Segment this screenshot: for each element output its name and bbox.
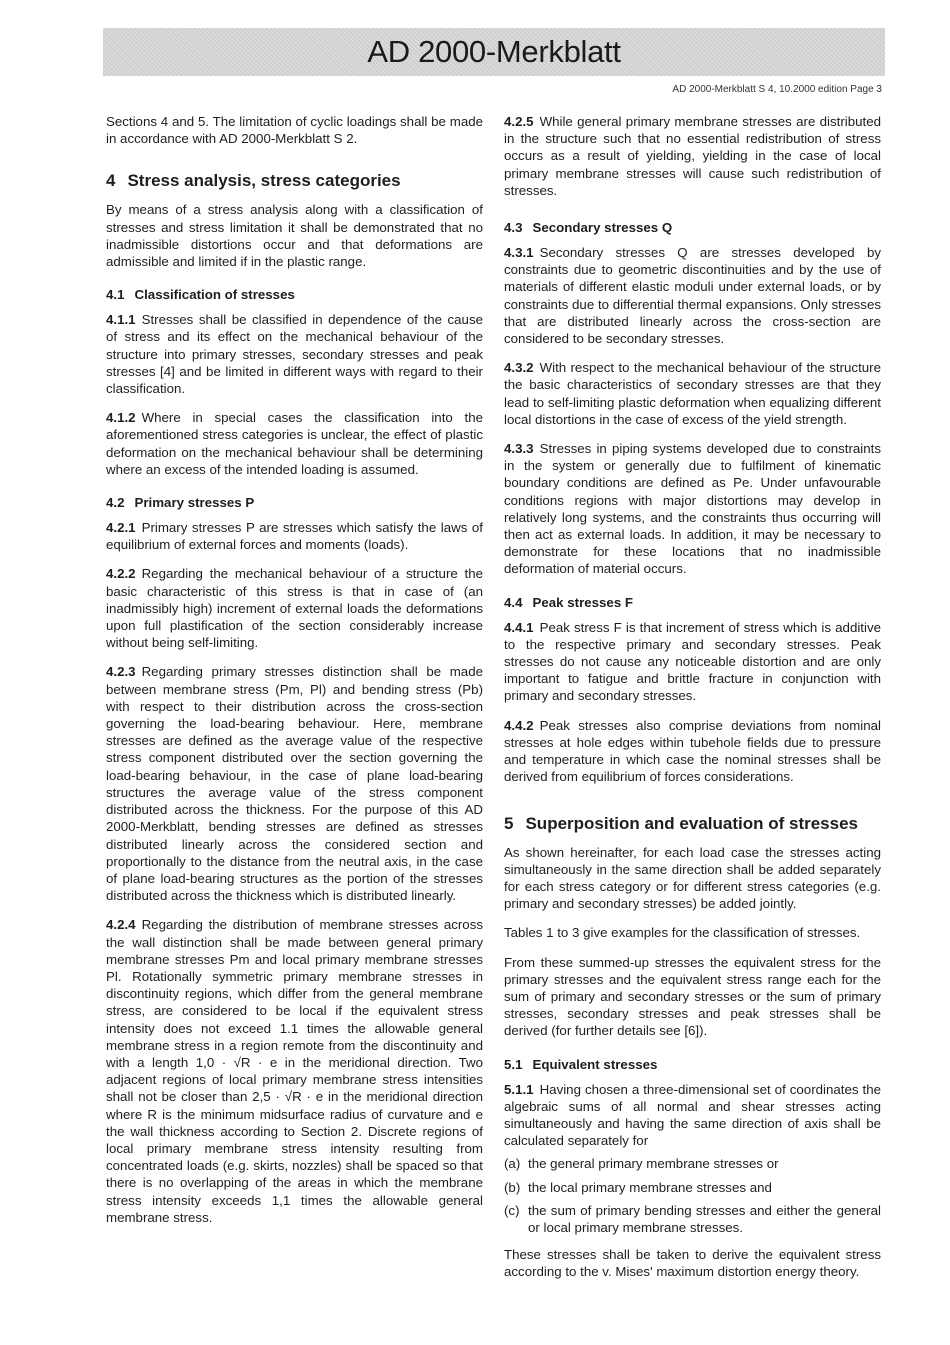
- section-number: 4: [106, 171, 116, 191]
- section-4-2-heading: [106, 494, 483, 511]
- right-column: [504, 113, 881, 1293]
- section-5-paragraph-2: Tables 1 to 3 give examples for the classification of stresses.: [504, 925, 861, 941]
- section-number: 4.2: [106, 495, 125, 511]
- list-label: (a): [504, 1156, 521, 1172]
- paragraph-number: 4.3.3: [504, 441, 534, 457]
- section-title: Stress analysis, stress categories: [127, 171, 401, 191]
- left-column: [106, 113, 483, 1238]
- section-title: Peak stresses F: [532, 594, 634, 610]
- paragraph-4-4-1: [504, 619, 881, 705]
- paragraph-text: Peak stress F is that increment of stress which is additive to the respective primary and secondary stresses. Peak stresses do not cause any noticeable distortion and are only important to fatigue and brittle fracture in conjunction with primary and secondary stresses.: [504, 619, 881, 704]
- paragraph-number: 4.2.2: [106, 566, 136, 582]
- paragraph-text: With respect to the mechanical behaviour of the structure the basic characteristics of secondary stresses are that they lead to self-limiting plastic deformation when equalizing different local distortions in the case of excess of the yield strength.: [504, 360, 881, 427]
- list-label: (c): [504, 1202, 520, 1218]
- paragraph-text: Regarding primary stresses distinction shall be made between membrane stress (Pm, Pl) and bending stress (Pb) with respect to their distribution across the cross-section governing the load-bearing behaviour. Here, membrane stresses are defined as the average value of the respective stress component distributed over the section governing the load-bearing behaviour, in the case of plane load-bearing structures the average value of the stress component distributed across the thickness. For the purpose of this AD 2000-Merkblatt, bending stresses are defined as stresses distributed linearly across the considered section and proportionally to the distance from the neutral axis, in the case of plane load-bearing structures as the portion of the stresses distributed across the thickness which is distributed linearly.: [106, 664, 483, 904]
- paragraph-number: 5.1.1: [504, 1081, 534, 1097]
- paragraph-4-2-2: [106, 565, 483, 651]
- paragraph-4-1-2: [106, 409, 483, 478]
- section-number: 4.4: [504, 594, 523, 610]
- section-5-heading: [504, 814, 881, 834]
- section-number: 4.3: [504, 220, 523, 236]
- section-title: Equivalent stresses: [532, 1056, 658, 1072]
- paragraph-number: 4.1.1: [106, 312, 136, 328]
- paragraph-text: Stresses in piping systems developed due to constraints in the system or generally due to fulfilment of kinematic boundary conditions are defined as Pe. Under unfavourable conditions regions with major distortions may develop in relatively long systems, and the constraints thus occurring will then act as external loads. In addition, it may be necessary to demonstrate for these locations that no inadmissible deformation of material occurs.: [504, 441, 881, 577]
- section-4-heading: [106, 171, 483, 191]
- paragraph-number: 4.4.2: [504, 717, 534, 733]
- paragraph-4-3-3: [504, 440, 881, 578]
- section-5-paragraph-1: As shown hereinafter, for each load case the stresses acting simultaneously in the same direction shall be added separately for each stress category or for different stress categories (e.g. primary and secondary stresses) be added jointly.: [504, 844, 881, 912]
- paragraph-4-1-1: [106, 311, 483, 397]
- document-title: AD 2000-Merkblatt: [367, 34, 621, 69]
- paragraph-text: While general primary membrane stresses are distributed in the structure such that no essential redistribution of stress occurs as a result of yielding, yielding in the case of local primary membrane stresses will cause such redistribution of stresses.: [504, 114, 881, 198]
- section-number: 4.1: [106, 287, 125, 303]
- paragraph-4-3-1: [504, 244, 881, 347]
- paragraph-number: 4.1.2: [106, 410, 136, 426]
- section-4-3-heading: [504, 219, 881, 236]
- section-title: Classification of stresses: [134, 287, 295, 303]
- paragraph-4-3-2: [504, 359, 881, 428]
- section-5-1-heading: [504, 1056, 881, 1073]
- closing-paragraph: These stresses shall be taken to derive the equivalent stress according to the v. Mises' maximum distortion energy theory.: [504, 1247, 881, 1280]
- section-title: Primary stresses P: [134, 495, 255, 511]
- paragraph-text: Having chosen a three-dimensional set of coordinates the algebraic sums of all normal and shear stresses acting simultaneously and having the same direction of axis shall be calculated separately for: [504, 1081, 881, 1149]
- list-text: the sum of primary bending stresses and either the general or local primary membrane stresses.: [528, 1202, 881, 1235]
- paragraph-text: Secondary stresses Q are stresses developed by constraints due to geometric discontinuities and by the use of materials of different elastic moduli under external loads, or by constraints due to differential thermal expansions. Only stresses that are distributed linearly across the cross-section are considered to be secondary stresses.: [504, 245, 881, 347]
- paragraph-4-2-3: [106, 663, 483, 904]
- paragraph-number: 4.3.1: [504, 245, 534, 261]
- paragraph-4-2-4: [106, 916, 483, 1226]
- paragraph-number: 4.3.2: [504, 360, 534, 376]
- section-number: 5: [504, 813, 514, 833]
- paragraph-4-4-2: [504, 717, 881, 786]
- list-text: the local primary membrane stresses and: [528, 1179, 772, 1195]
- edition-line: AD 2000-Merkblatt S 4, 10.2000 edition Page 3: [672, 84, 882, 95]
- paragraph-text: Regarding the distribution of membrane stresses across the wall distinction shall be made between general primary membrane stresses Pm and local primary membrane stresses Pl. Rotationally symmetric primary membrane stresses in discontinuity regions, which differ from the general membrane stress, are considered to be local if the equivalent stress intensity does not exceed 1.1 times the allowable general membrane stress in a region remote from the discontinuity and with a length 1,0 · √R · e in the meridional direction. Two adjacent regions of local primary membrane stress intensities shall not be closer than 2,5 · √R · e in the meridional direction where R is the minimum midsurface radius of curvature and e the wall thickness according to Section 2. Discrete regions of local primary membrane stress intensity resulting from concentrated loads (e.g. skirts, nozzles) shall be spaced so that there is no overlapping of the areas in which the membrane stress intensity exceeds 1,1 times the allowable general membrane stress.: [106, 917, 483, 1225]
- paragraph-4-2-1: [106, 519, 483, 553]
- paragraph-number: 4.2.5: [504, 114, 534, 129]
- list-label: (b): [504, 1179, 521, 1195]
- section-4-1-heading: [106, 286, 483, 303]
- section-4-4-heading: [504, 594, 881, 611]
- section-number: 5.1: [504, 1056, 523, 1072]
- section-5-paragraph-3: From these summed-up stresses the equivalent stress for the primary stresses and the equivalent stress range each for the sum of primary and secondary stresses or the sum of primary stresses, secondary stresses and peak stresses shall be derived (for further details see [6]).: [504, 954, 881, 1039]
- paragraph-5-1-1: [504, 1081, 881, 1150]
- paragraph-text: Primary stresses P are stresses which satisfy the laws of equilibrium of external forces and moments (loads).: [106, 520, 483, 553]
- paragraph-text: Peak stresses also comprise deviations from nominal stresses at hole edges within tubehole fields due to pressure and temperature in which case the nominal stresses shall be derived from equilibrium of forces considerations.: [504, 717, 881, 785]
- list-text: the general primary membrane stresses or: [528, 1156, 779, 1172]
- section-4-text: By means of a stress analysis along with a classification of stresses and stress limitation it shall be demonstrated that no inadmissible distortions occur and that deformations are admissible and limited if in the plastic range.: [106, 202, 483, 270]
- paragraph-number: 4.2.4: [106, 917, 136, 933]
- paragraph-text: Where in special cases the classification into the aforementioned stress categories is unclear, the effect of plastic deformation on the mechanical behaviour shall be determining where an excess of the intended loading is assumed.: [106, 410, 483, 477]
- paragraph-text: Stresses shall be classified in dependence of the cause of stress and its effect on the mechanical behaviour of the structure into primary stresses, secondary stresses and peak stresses [4] and be limited in different ways with regard to their classification.: [106, 312, 483, 397]
- header-banner: [103, 28, 885, 76]
- paragraph-number: 4.4.1: [504, 619, 534, 635]
- list-item: [504, 1202, 881, 1236]
- section-title: Secondary stresses Q: [532, 220, 673, 236]
- paragraph-4-2-5: [504, 113, 881, 199]
- intro-paragraph: Sections 4 and 5. The limitation of cyclic loadings shall be made in accordance with AD 2000-Merkblatt S 2.: [106, 114, 483, 147]
- paragraph-text: Regarding the mechanical behaviour of a structure the basic characteristic of this stress is that in case of (an inadmissibly high) increment of external loads the deformations upon full plastification of the section considerably increase without being self-limiting.: [106, 566, 483, 651]
- list-item: [504, 1179, 881, 1196]
- list-item: [504, 1155, 881, 1172]
- paragraph-number: 4.2.3: [106, 664, 136, 680]
- paragraph-number: 4.2.1: [106, 520, 136, 536]
- stress-list: [504, 1155, 881, 1236]
- section-title: Superposition and evaluation of stresses: [525, 813, 858, 833]
